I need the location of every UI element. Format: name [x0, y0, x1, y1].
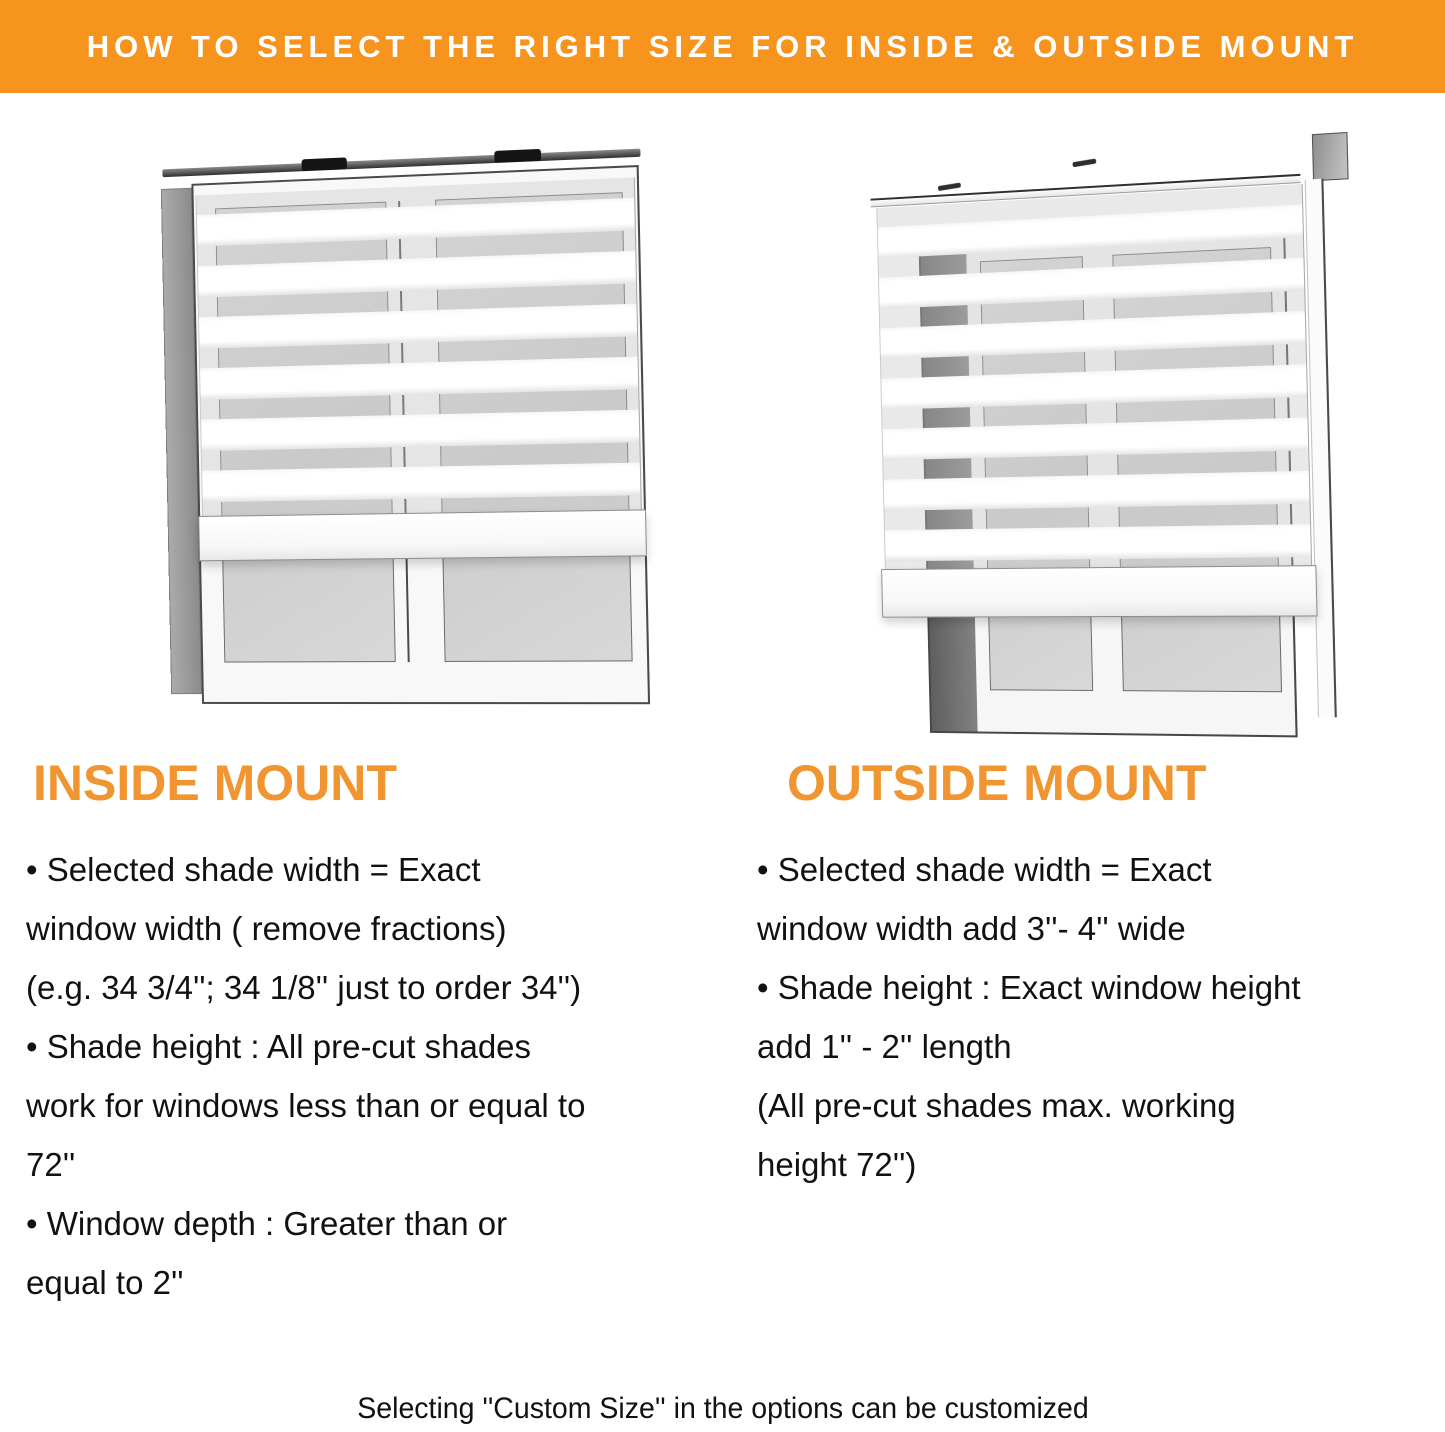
bullet-line: • Shade height : All pre-cut shades [26, 1028, 532, 1065]
wall-bracket [1312, 132, 1349, 181]
outside-mount-instructions [757, 840, 1437, 1194]
page-title: HOW TO SELECT THE RIGHT SIZE FOR INSIDE & OUTSIDE MOUNT [86, 28, 1359, 64]
bullet-line: • Shade height : Exact window height [757, 969, 1301, 1006]
bullet-line: window width add 3''- 4'' wide [757, 910, 1186, 947]
bullet-line: add 1'' - 2'' length [757, 1028, 1012, 1065]
mounting-clip [301, 157, 346, 171]
bullet-line: height 72'') [757, 1146, 917, 1183]
bullet-line: (All pre-cut shades max. working [757, 1087, 1236, 1124]
outside-mount-illustration [868, 130, 1365, 749]
shade-bottom-bar [881, 565, 1317, 618]
bullet-line: • Selected shade width = Exact [757, 851, 1212, 888]
zebra-shade [876, 184, 1312, 569]
outside-mount-heading: OUTSIDE MOUNT [787, 755, 1207, 811]
footer-note [0, 1392, 1445, 1426]
shade-bottom-bar [198, 509, 647, 561]
screw-mark [1072, 158, 1096, 167]
screw-mark [938, 182, 961, 191]
bullet-line: (e.g. 34 3/4''; 34 1/8'' just to order 34'') [26, 969, 582, 1006]
bullet-line: work for windows less than or equal to [26, 1087, 586, 1124]
shade-side-rail [1305, 179, 1337, 718]
bullet-line: window width ( remove fractions) [26, 910, 507, 947]
footer-note-text: Selecting ''Custom Size'' in the options can be customized [356, 1392, 1089, 1425]
mounting-clip [494, 149, 541, 163]
inside-mount-heading: INSIDE MOUNT [33, 755, 397, 811]
inside-mount-illustration [160, 142, 654, 718]
bullet-line: • Selected shade width = Exact [26, 851, 481, 888]
bullet-line: 72'' [26, 1146, 76, 1183]
zebra-shade [196, 177, 642, 516]
header-banner [0, 0, 1445, 93]
bullet-line: • Window depth : Greater than or [26, 1205, 508, 1242]
inside-mount-instructions [26, 840, 706, 1312]
bullet-line: equal to 2'' [26, 1264, 184, 1301]
